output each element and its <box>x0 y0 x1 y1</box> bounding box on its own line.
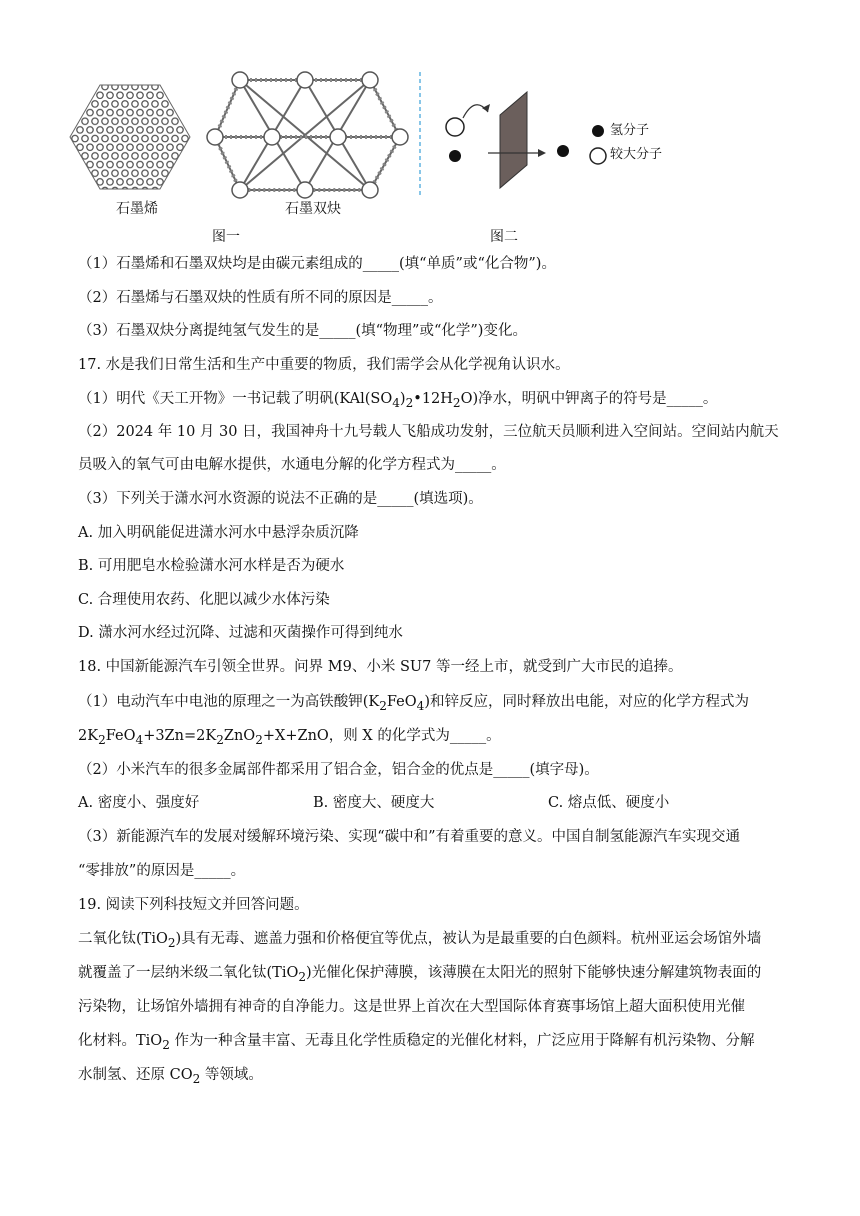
q18-part1-equation <box>78 726 501 750</box>
text-run: 二氧化钛(TiO <box>78 931 168 947</box>
subscript: 2 <box>216 732 224 747</box>
q16-part3: （3）石墨双炔分离提纯氢气发生的是_____(填“物理”或“化学”)变化。 <box>78 323 527 339</box>
text-run: FeO <box>386 694 417 710</box>
text-run: 就覆盖了一层纳米级二氧化钛(TiO <box>78 965 299 981</box>
text-run: )具有无毒、遮盖力强和价格便宜等优点，被认为是最重要的白色颜料。杭州亚运会场馆外墙 <box>175 931 762 947</box>
q19-title: 19. 阅读下列科技短文并回答问题。 <box>78 897 309 913</box>
q18-part2: （2）小米汽车的很多金属部件都采用了铝合金，铝合金的优点是_____(填字母)。 <box>78 762 599 778</box>
q18-part1-line1 <box>78 692 749 716</box>
subscript: 2 <box>298 969 307 984</box>
text-run: 水制氢、还原 CO <box>78 1067 193 1083</box>
q17-part1 <box>78 389 717 413</box>
q18-option-a: A. 密度小、强度好 <box>78 795 200 811</box>
q17-part2-line2: 员吸入的氧气可由电解水提供，水通电分解的化学方程式为_____。 <box>78 457 506 473</box>
text-run: )和锌反应，同时释放出电能，对应的化学方程式为 <box>424 694 749 710</box>
subscript: 2 <box>98 732 106 747</box>
text-run: )光催化保护薄膜，该薄膜在太阳光的照射下能够快速分解建筑物表面的 <box>306 965 762 981</box>
text-run: FeO <box>105 728 136 744</box>
text-run: （1）电动汽车中电池的原理之一为高铁酸钾(K <box>78 694 380 710</box>
q19-para-line5 <box>78 1065 263 1089</box>
membrane-diagram <box>446 92 606 188</box>
text-run: O)净水，明矾中钾离子的符号是_____。 <box>460 391 718 407</box>
subscript: 2 <box>162 1037 170 1052</box>
text-run: （1）明代《天工开物》一书记载了明矾(KAl(SO <box>78 391 393 407</box>
q18-part3-line2: “零排放”的原因是_____。 <box>78 863 246 879</box>
graphene-structure <box>60 75 200 200</box>
figure2-caption: 图二 <box>490 229 518 245</box>
text-run: 作为一种含量丰富、无毒且化学性质稳定的光催化材料，广泛应用于降解有机污染物、分解 <box>169 1033 755 1049</box>
text-run: 等领域。 <box>200 1067 263 1083</box>
graphdiyne-label: 石墨双炔 <box>285 201 341 217</box>
q18-title: 18. 中国新能源汽车引领全世界。问界 M9、小米 SU7 等一经上市，就受到广大市民的追捧。 <box>78 659 683 675</box>
q16-part2: （2）石墨烯与石墨双炔的性质有所不同的原因是_____。 <box>78 290 443 306</box>
subscript: 2 <box>405 395 414 410</box>
q17-part3: （3）下列关于潇水河水资源的说法不正确的是_____(填选项)。 <box>78 491 483 507</box>
subscript: 2 <box>192 1071 201 1086</box>
subscript: 4 <box>392 395 400 410</box>
q17-option-d: D. 潇水河水经过沉降、过滤和灭菌操作可得到纯水 <box>78 625 403 641</box>
text-run: 化材料。TiO <box>78 1033 163 1049</box>
graphene-label: 石墨烯 <box>116 201 158 217</box>
q17-option-a: A. 加入明矾能促进潇水河水中悬浮杂质沉降 <box>78 525 359 541</box>
q18-part3-line1: （3）新能源汽车的发展对缓解环境污染、实现“碳中和”有着重要的意义。中国自制氢能源汽车实现交通 <box>78 829 741 845</box>
text-run: ) <box>399 391 406 407</box>
q19-para-line2 <box>78 963 761 987</box>
q18-option-c: C. 熔点低、硬度小 <box>548 795 670 811</box>
legend-larger-molecule: 较大分子 <box>610 147 663 162</box>
q19-para-line1 <box>78 929 761 953</box>
text-run: ZnO <box>223 728 256 744</box>
subscript: 2 <box>255 732 263 747</box>
graphdiyne-structure <box>207 72 408 198</box>
q17-option-c: C. 合理使用农药、化肥以减少水体污染 <box>78 592 330 608</box>
text-run: 2K <box>78 728 99 744</box>
text-run: +3Zn=2K <box>143 728 217 744</box>
legend-hydrogen: 氢分子 <box>610 123 650 138</box>
q19-para-line3: 污染物，让场馆外墙拥有神奇的自净能力。这是世界上首次在大型国际体育赛事场馆上超大面积使用光催 <box>78 999 745 1015</box>
text-run: +X+ZnO，则 X 的化学式为_____。 <box>262 728 501 744</box>
q19-para-line4 <box>78 1031 755 1055</box>
q17-option-b: B. 可用肥皂水检验潇水河水样是否为硬水 <box>78 558 345 574</box>
figure1-caption: 图一 <box>212 229 240 245</box>
q17-part2-line1: （2）2024 年 10 月 30 日，我国神舟十九号载人飞船成功发射，三位航天员顺利进入空间站。空间站内航天 <box>78 424 779 440</box>
q18-option-b: B. 密度大、硬度大 <box>313 795 435 811</box>
q16-part1: （1）石墨烯和石墨双炔均是由碳元素组成的_____(填“单质”或“化合物”)。 <box>78 256 556 272</box>
subscript: 2 <box>379 698 387 713</box>
subscript: 4 <box>416 698 425 713</box>
subscript: 2 <box>167 935 176 950</box>
subscript: 2 <box>452 395 461 410</box>
q17-title: 17. 水是我们日常生活和生产中重要的物质，我们需学会从化学视角认识水。 <box>78 357 570 373</box>
text-run: •12H <box>413 391 453 407</box>
subscript: 4 <box>135 732 144 747</box>
